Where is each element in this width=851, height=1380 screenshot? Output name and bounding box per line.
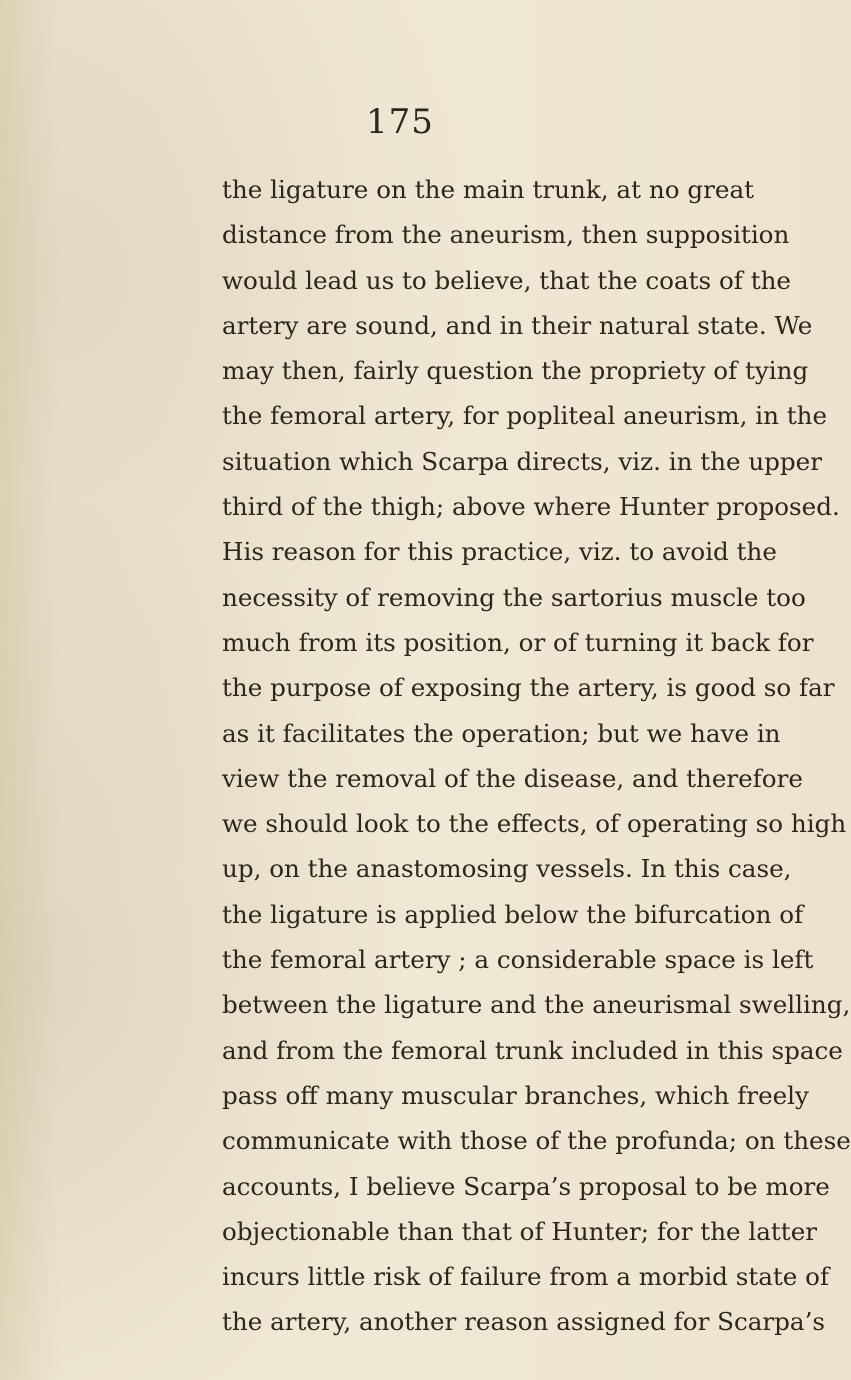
text-line: view the removal of the disease, and therefore xyxy=(222,763,803,793)
text-line: incurs little risk of failure from a morbid state of xyxy=(222,1262,830,1292)
text-line: as it facilitates the operation; but we have in xyxy=(222,718,781,748)
text-line: up, on the anastomosing vessels. In this case, xyxy=(222,854,792,884)
text-line: artery are sound, and in their natural state. We xyxy=(222,310,813,340)
text-line: much from its position, or of turning it back for xyxy=(222,627,814,657)
text-line: distance from the aneurism, then supposition xyxy=(222,220,790,250)
text-line: communicate with those of the profunda; on these xyxy=(222,1126,851,1156)
text-line: necessity of removing the sartorius muscle too xyxy=(222,582,806,612)
text-line: would lead us to believe, that the coats of the xyxy=(222,265,791,295)
text-line: the femoral artery, for popliteal aneurism, in the xyxy=(222,401,828,431)
text-line: between the ligature and the aneurismal swelling, xyxy=(222,990,851,1020)
text-line: we should look to the effects, of operating so high xyxy=(222,809,847,839)
text-line: the femoral artery ; a considerable space is left xyxy=(222,945,814,975)
text-line: the purpose of exposing the artery, is good so far xyxy=(222,673,835,703)
text-line: situation which Scarpa directs, viz. in the upper xyxy=(222,446,822,476)
text-line: the ligature is applied below the bifurcation of xyxy=(222,899,804,929)
text-line: objectionable than that of Hunter; for the latter xyxy=(222,1216,818,1246)
text-line: the ligature on the main trunk, at no great xyxy=(222,175,754,204)
page-number: 175 xyxy=(366,102,434,142)
text-line: and from the femoral trunk included in this space xyxy=(222,1035,843,1065)
text-line: third of the thigh; above where Hunter proposed. xyxy=(222,492,840,522)
text-line: the artery, another reason assigned for Scarpa’s xyxy=(222,1307,826,1337)
text-line: accounts, I believe Scarpa’s proposal to be more xyxy=(222,1171,830,1201)
text-line: His reason for this practice, viz. to avoid the xyxy=(222,537,777,567)
text-line: may then, fairly question the propriety of tying xyxy=(222,356,809,386)
text-line: pass off many muscular branches, which freely xyxy=(222,1080,809,1110)
body-text xyxy=(222,167,851,1345)
